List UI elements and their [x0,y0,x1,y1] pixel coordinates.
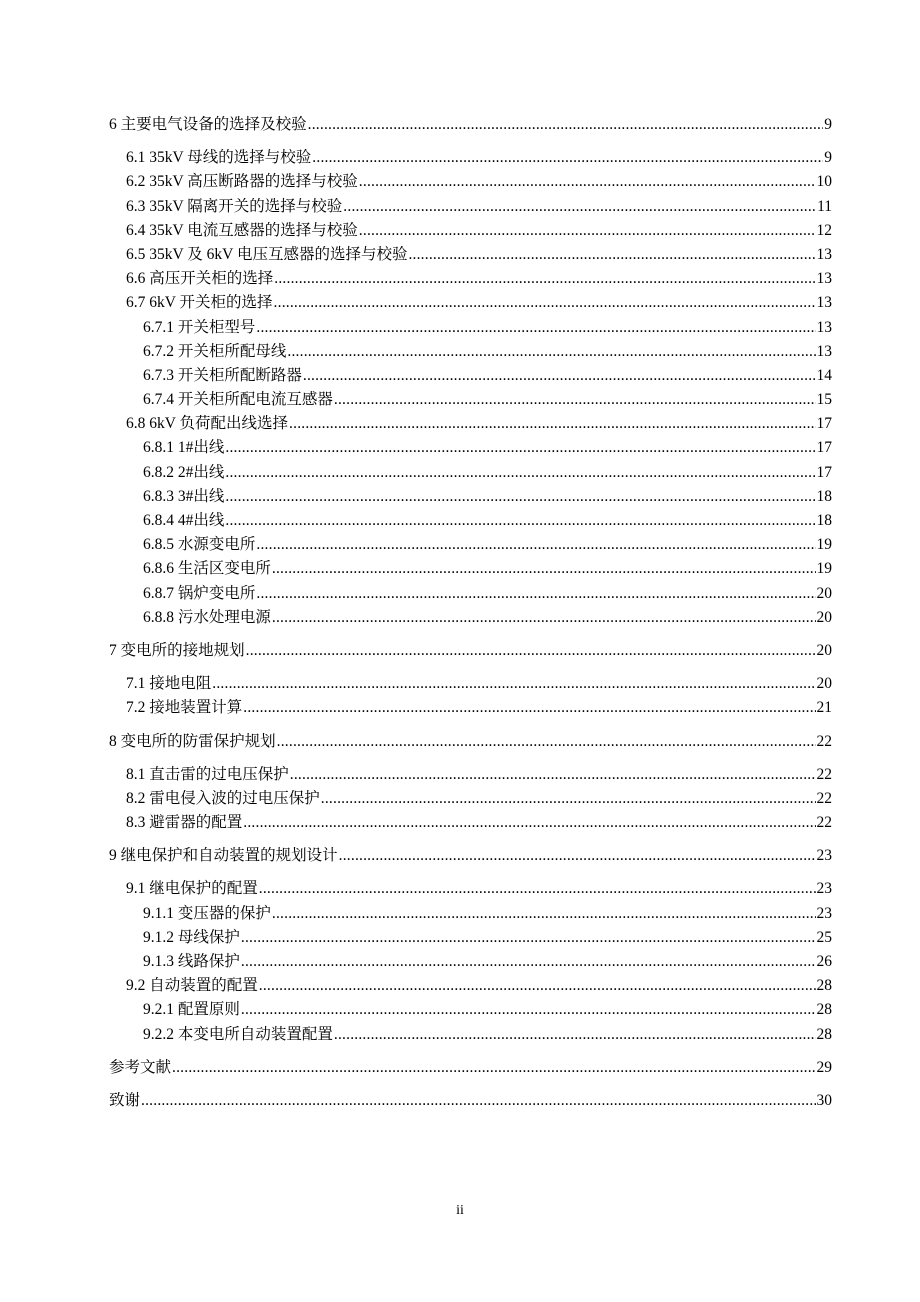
toc-entry[interactable] [109,436,832,460]
toc-entry[interactable] [109,364,832,388]
toc-entry[interactable] [109,1089,832,1113]
toc-entry[interactable] [109,811,832,835]
toc-entry-label: 7 变电所的接地规划 [109,641,245,659]
toc-leader-dots [290,763,816,787]
toc-entry-label: 6.8.6 生活区变电所 [143,560,271,578]
toc-entry[interactable] [109,533,832,557]
toc-entry-page: 13 [816,342,832,360]
toc-leader-dots [172,1056,815,1080]
toc-entry-page: 17 [816,439,832,457]
toc-leader-dots [408,243,815,267]
toc-leader-dots [225,509,815,533]
toc-entry-page: 20 [816,641,832,659]
toc-entry-label: 9.1.3 线路保护 [143,953,240,970]
toc-entry[interactable] [109,146,832,170]
toc-entry-page: 22 [816,814,832,832]
page-number: ii [456,1203,464,1218]
toc-entry[interactable] [109,412,832,436]
toc-entry-page: 17 [816,415,832,433]
table-of-contents [109,113,832,1113]
toc-entry-page: 25 [816,928,832,946]
toc-leader-dots [259,974,816,998]
toc-entry[interactable] [109,291,832,315]
toc-entry[interactable] [109,1023,832,1047]
toc-entry-page: 22 [816,789,832,807]
toc-entry-page: 13 [816,270,832,288]
toc-leader-dots [225,436,815,460]
toc-entry[interactable] [109,787,832,811]
toc-entry-label: 6.8.2 2#出线 [143,463,225,481]
toc-entry-label: 6.4 35kV 电流互感器的选择与校验 [126,221,358,239]
toc-leader-dots [141,1089,815,1113]
toc-entry-label: 8.1 直击雷的过电压保护 [126,765,289,783]
toc-entry[interactable] [109,696,832,720]
toc-entry-label: 7.2 接地装置计算 [126,699,243,717]
toc-entry-page: 28 [816,1001,832,1019]
toc-leader-dots [359,219,816,243]
toc-entry-label: 9.2.1 配置原则 [143,1001,240,1019]
toc-entry-page: 28 [816,977,832,995]
toc-entry-label: 9.2 自动装置的配置 [126,977,258,995]
toc-entry-page: 23 [816,847,832,865]
toc-entry-page: 18 [816,512,832,529]
toc-entry-page: 30 [816,1091,832,1109]
toc-entry[interactable] [109,557,832,581]
toc-leader-dots [321,787,816,811]
toc-leader-dots [339,844,816,868]
toc-entry[interactable] [109,1056,832,1080]
toc-entry-label: 8.3 避雷器的配置 [126,814,243,832]
toc-leader-dots [225,461,815,485]
toc-entry-page: 20 [816,584,832,602]
toc-entry-page: 23 [816,880,832,898]
toc-leader-dots [312,146,823,170]
toc-leader-dots [274,291,816,315]
toc-entry-page: 15 [816,391,832,409]
toc-entry[interactable] [109,974,832,998]
toc-entry[interactable] [109,509,832,533]
toc-leader-dots [225,485,815,509]
toc-leader-dots [303,364,816,388]
toc-entry-label: 6.5 35kV 及 6kV 电压互感器的选择与校验 [126,245,408,263]
toc-entry-label: 6.8.3 3#出线 [143,487,225,505]
toc-entry-page: 9 [824,149,832,167]
toc-entry[interactable] [109,606,832,630]
toc-entry-label: 9.1.1 变压器的保护 [143,904,271,922]
toc-leader-dots [274,267,815,291]
toc-entry-page: 28 [816,1025,832,1043]
toc-entry-page: 22 [816,732,832,750]
toc-entry-label: 6 主要电气设备的选择及校验 [109,116,307,133]
toc-leader-dots [256,316,815,340]
toc-entry-label: 6.8 6kV 负荷配出线选择 [126,415,289,433]
toc-leader-dots [272,557,816,581]
toc-leader-dots [289,412,815,436]
toc-entry[interactable] [109,926,832,950]
toc-entry[interactable] [109,763,832,787]
toc-entry-label: 7.1 接地电阻 [126,675,212,693]
toc-entry[interactable] [109,950,832,974]
toc-entry-page: 10 [816,173,832,191]
toc-entry-label: 6.8.4 4#出线 [143,512,225,529]
toc-entry-label: 9 继电保护和自动装置的规划设计 [109,847,338,865]
toc-entry-label: 6.7.2 开关柜所配母线 [143,342,287,360]
toc-leader-dots [334,1023,816,1047]
toc-entry[interactable] [109,461,832,485]
toc-entry-label: 6.7.4 开关柜所配电流互感器 [143,391,333,409]
toc-entry-page: 22 [816,765,832,783]
toc-entry-page: 29 [816,1058,832,1076]
toc-leader-dots [243,696,815,720]
toc-leader-dots [241,926,816,950]
toc-entry-page: 12 [816,221,832,239]
toc-entry-label: 9.2.2 本变电所自动装置配置 [143,1025,333,1043]
toc-entry[interactable] [109,844,832,868]
toc-entry[interactable] [109,639,832,663]
toc-entry-page: 19 [816,560,832,578]
toc-leader-dots [334,388,816,412]
toc-leader-dots [287,340,815,364]
toc-entry-page: 20 [816,608,832,626]
toc-entry[interactable] [109,388,832,412]
toc-entry-label: 8.2 雷电侵入波的过电压保护 [126,789,320,807]
toc-leader-dots [246,639,816,663]
toc-leader-dots [241,998,816,1022]
toc-leader-dots [212,672,815,696]
toc-entry[interactable] [109,672,832,696]
toc-entry[interactable] [109,243,832,267]
toc-entry[interactable] [109,219,832,243]
toc-entry[interactable] [109,998,832,1022]
toc-leader-dots [259,877,816,901]
toc-leader-dots [343,195,816,219]
toc-entry-label: 6.2 35kV 高压断路器的选择与校验 [126,173,358,191]
toc-entry-page: 21 [816,699,832,717]
toc-entry-label: 9.1 继电保护的配置 [126,880,258,898]
toc-leader-dots [256,533,815,557]
toc-entry[interactable] [109,267,832,291]
toc-entry[interactable] [109,170,832,194]
toc-entry-label: 参考文献 [109,1058,172,1076]
toc-entry-page: 14 [816,366,832,384]
toc-entry-page: 18 [816,487,832,505]
toc-entry[interactable] [109,582,832,606]
toc-entry-page: 23 [816,904,832,922]
toc-entry-page: 26 [816,953,832,970]
toc-entry-label: 6.7.3 开关柜所配断路器 [143,366,302,384]
toc-leader-dots [256,582,815,606]
toc-leader-dots [241,950,816,974]
toc-entry-label: 6.3 35kV 隔离开关的选择与校验 [126,197,343,215]
toc-entry[interactable] [109,877,832,901]
toc-entry-label: 6.8.5 水源变电所 [143,536,256,554]
toc-entry-label: 6.8.1 1#出线 [143,439,225,457]
toc-entry-label: 6.7.1 开关柜型号 [143,318,256,336]
toc-entry-label: 6.6 高压开关柜的选择 [126,270,274,288]
toc-entry[interactable] [109,195,832,219]
toc-entry-page: 13 [816,294,832,312]
toc-entry[interactable] [109,340,832,364]
toc-entry-page: 9 [824,116,832,133]
toc-entry-label: 6.8.8 污水处理电源 [143,608,271,626]
toc-leader-dots [359,170,816,194]
toc-entry[interactable] [109,316,832,340]
toc-entry[interactable] [109,113,832,137]
toc-entry[interactable] [109,902,832,926]
toc-entry-page: 20 [816,675,832,693]
toc-entry[interactable] [109,730,832,754]
toc-entry-page: 11 [817,197,832,215]
toc-leader-dots [308,113,824,137]
toc-entry-page: 17 [816,463,832,481]
toc-entry-label: 6.1 35kV 母线的选择与校验 [126,149,312,167]
toc-entry-label: 6.7 6kV 开关柜的选择 [126,294,273,312]
toc-entry-label: 9.1.2 母线保护 [143,928,240,946]
toc-leader-dots [272,606,816,630]
toc-entry[interactable] [109,485,832,509]
toc-entry-page: 13 [816,245,832,263]
toc-entry-label: 8 变电所的防雷保护规划 [109,732,276,750]
toc-entry-label: 6.8.7 锅炉变电所 [143,584,256,602]
toc-leader-dots [272,902,816,926]
toc-entry-page: 13 [816,318,832,336]
toc-entry-label: 致谢 [109,1091,141,1109]
toc-leader-dots [243,811,815,835]
toc-leader-dots [277,730,816,754]
toc-entry-page: 19 [816,536,832,554]
